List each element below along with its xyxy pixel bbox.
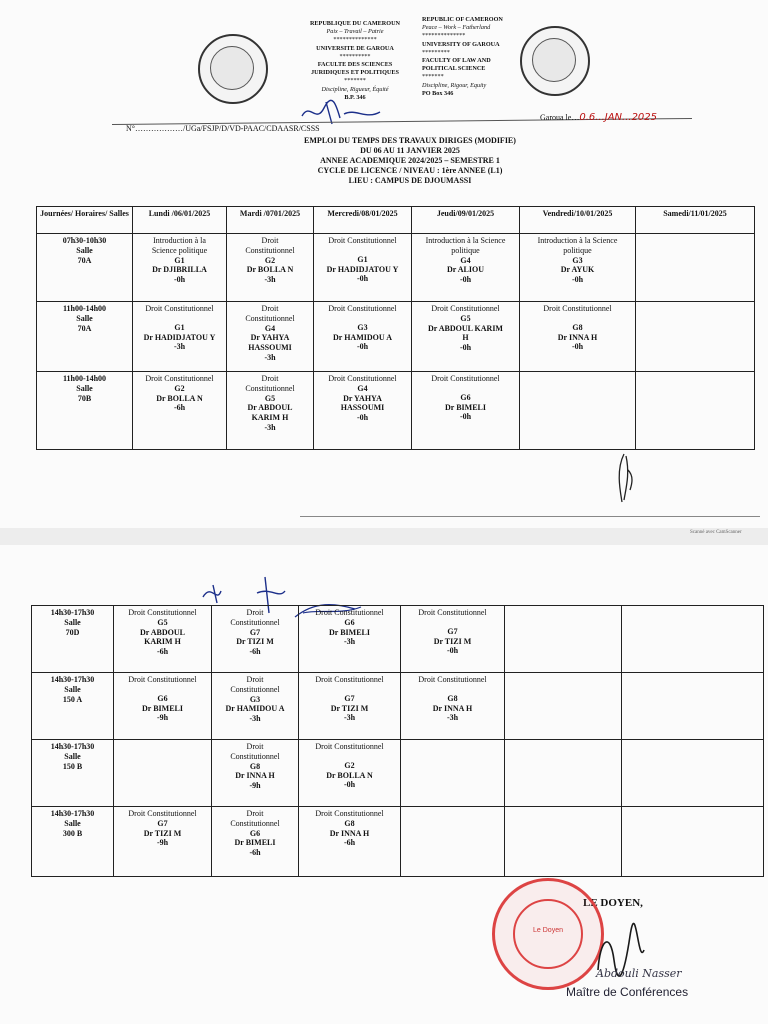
session-cell [314, 372, 412, 450]
cell-detail: -0h [459, 275, 472, 285]
course-name: Droit Constitutionnel [315, 675, 384, 684]
header-french: REPUBLIQUE DU CAMEROUN Paix – Travail – Patrie ************** UNIVERSITE DE GAROUA ********** FACULTE DES SCIENCES JURIDIQUES ET POLITIQUES ******* Discipline, Rigueur, Équité B.P. 346 [309, 20, 401, 101]
slot-line: 07h30-10h30 [62, 236, 107, 245]
cell-detail: G3 [572, 255, 583, 265]
cell-detail: Dr BIMELI [329, 627, 370, 637]
cell-detail: -0h [343, 780, 356, 790]
course-name: Droit [261, 374, 279, 383]
session-cell [212, 740, 299, 807]
cell-detail: G7 [447, 626, 458, 636]
cell-detail: -0h [173, 275, 186, 285]
slot-line: Salle [76, 245, 93, 255]
cell-detail: Dr INNA H [329, 828, 370, 838]
cell-detail: G4 [264, 323, 276, 333]
session-cell [505, 673, 622, 740]
cell-detail: -3h [264, 352, 276, 362]
session-cell [401, 740, 505, 807]
course-name: Droit Constitutionnel [543, 304, 612, 313]
slot-line: Salle [76, 313, 93, 323]
time-slot-cell [32, 807, 114, 877]
university-seal [198, 34, 268, 104]
course-name: politique [563, 245, 592, 255]
cell-detail: -6h [249, 647, 261, 657]
cell-spacer [116, 685, 209, 694]
cell-spacer [403, 685, 502, 694]
dean-title: LE DOYEN, [583, 897, 643, 909]
official-stamp: Le Doyen [492, 878, 604, 990]
cell-detail: Dr INNA H [557, 332, 598, 342]
course-name: Droit Constitutionnel [315, 608, 384, 617]
header-thursday: Jeudi/09/01/2025 [412, 207, 520, 234]
course-name: Droit Constitutionnel [418, 608, 487, 617]
session-cell [299, 807, 401, 877]
cell-detail: -0h [571, 275, 584, 285]
cell-detail: -0h [459, 412, 472, 422]
cell-detail: Dr YAHYA [343, 393, 382, 403]
session-cell [622, 673, 764, 740]
session-cell [412, 302, 520, 372]
session-cell [299, 606, 401, 673]
course-name: Constitutionnel [230, 818, 280, 828]
dean-name: Abdouli Nasser [596, 967, 682, 980]
header-friday: Vendredi/10/01/2025 [520, 207, 636, 234]
slot-line: 70B [77, 393, 92, 403]
cell-detail: Dr BIMELI [142, 703, 183, 713]
course-name: Constitutionnel [245, 313, 295, 323]
title-line: CYCLE DE LICENCE / NIVEAU : 1ère ANNEE (L1) [317, 166, 503, 175]
cell-detail: -3h [343, 637, 356, 647]
cell-detail: Dr TIZI M [143, 828, 182, 838]
course-name: Droit Constitutionnel [315, 809, 384, 818]
timetable-part-1 [36, 206, 755, 450]
session-cell [520, 372, 636, 450]
session-cell [622, 807, 764, 877]
slot-line: Salle [76, 383, 93, 393]
cell-detail: H [462, 333, 469, 343]
session-cell [212, 673, 299, 740]
cell-detail: Dr AYUK [560, 265, 595, 275]
course-name: Droit Constitutionnel [328, 374, 397, 383]
cell-detail: -0h [356, 413, 369, 423]
session-cell [520, 302, 636, 372]
course-name: Introduction à la Science [425, 236, 506, 245]
slot-line: 300 B [62, 828, 83, 838]
cell-detail: Dr INNA H [235, 771, 275, 781]
slot-line: 70D [65, 627, 80, 637]
session-cell [636, 234, 755, 302]
course-name: politique [451, 245, 480, 255]
session-cell [505, 740, 622, 807]
session-cell [401, 807, 505, 877]
session-cell [133, 234, 227, 302]
cell-detail: G1 [357, 254, 368, 264]
cell-detail: G1 [174, 322, 185, 332]
cell-detail: G3 [357, 322, 368, 332]
title-line: LIEU : CAMPUS DE DJOUMASSI [348, 176, 472, 185]
title-line: ANNEE ACADEMIQUE 2024/2025 – SEMESTRE 1 [320, 156, 500, 165]
cell-detail: -3h [264, 422, 276, 432]
cell-detail: Dr ABDOUL KARIM [428, 323, 503, 333]
course-name: Constitutionnel [230, 617, 280, 627]
table-row [37, 302, 755, 372]
course-name: Droit Constitutionnel [145, 304, 214, 313]
session-cell [133, 372, 227, 450]
course-name: Introduction à la [153, 236, 206, 245]
slot-line: Salle [64, 751, 81, 761]
slot-line: 150 B [62, 761, 83, 771]
cell-detail: G2 [174, 383, 185, 393]
document-title [260, 136, 560, 186]
cell-detail: G1 [174, 255, 185, 265]
cell-detail: G5 [157, 617, 168, 627]
cell-detail: -0h [571, 342, 584, 352]
course-name: Constitutionnel [245, 245, 295, 255]
time-slot-cell [32, 606, 114, 673]
cell-spacer [316, 246, 409, 255]
slot-line: Salle [64, 617, 81, 627]
session-cell [622, 606, 764, 673]
scanner-note: Scanné avec CamScanner [690, 530, 742, 535]
timetable-part-2 [31, 605, 764, 877]
cell-detail: Dr TIZI M [236, 637, 274, 647]
session-cell [114, 673, 212, 740]
cell-detail: G3 [249, 694, 261, 704]
cell-detail: Dr BOLLA N [156, 393, 203, 403]
course-name: Constitutionnel [230, 684, 280, 694]
cell-detail: -6h [343, 838, 356, 848]
session-cell [114, 606, 212, 673]
slot-line: 150 A [62, 694, 83, 704]
page-2 [0, 545, 768, 1024]
cell-detail: G4 [460, 255, 471, 265]
table-row [32, 740, 764, 807]
session-cell [227, 302, 314, 372]
cell-detail: KARIM H [144, 637, 181, 647]
session-cell [401, 673, 505, 740]
course-name: Droit Constitutionnel [145, 374, 214, 383]
cell-detail: Dr ABDOUL [247, 403, 293, 413]
course-name: Droit Constitutionnel [328, 304, 397, 313]
cell-detail: Dr BOLLA N [246, 265, 294, 275]
document-date: Garoua le…0.6...JAN...2025 [540, 112, 658, 123]
slot-line: 70A [77, 323, 92, 333]
session-cell [212, 606, 299, 673]
header-wednesday: Mercredi/08/01/2025 [314, 207, 412, 234]
session-cell [299, 740, 401, 807]
cell-detail: -3h [249, 714, 261, 724]
cell-detail: HASSOUMI [248, 343, 292, 353]
course-name: Droit Constitutionnel [128, 809, 197, 818]
cell-detail: Dr ABDOUL [140, 627, 185, 637]
course-name: Constitutionnel [230, 751, 280, 761]
cell-detail: G4 [357, 383, 368, 393]
session-cell [314, 234, 412, 302]
cell-detail: G2 [344, 760, 355, 770]
session-cell [401, 606, 505, 673]
table-row [37, 234, 755, 302]
cell-detail: Dr YAHYA [250, 333, 290, 343]
table-row [32, 807, 764, 877]
margin-signature [612, 450, 642, 504]
session-cell [314, 302, 412, 372]
time-slot-cell [32, 673, 114, 740]
cell-detail: G7 [249, 627, 261, 637]
cell-detail: KARIM H [251, 413, 289, 423]
cell-spacer [301, 752, 398, 761]
cell-detail: G8 [572, 322, 583, 332]
cell-detail: -9h [249, 781, 261, 791]
session-cell [299, 673, 401, 740]
session-cell [114, 807, 212, 877]
cell-detail: Dr TIZI M [433, 636, 472, 646]
session-cell [505, 807, 622, 877]
cell-spacer [316, 314, 409, 323]
time-slot-cell [37, 234, 133, 302]
time-slot-cell [32, 740, 114, 807]
cell-detail: Dr INNA H [432, 703, 473, 713]
cell-detail: -3h [173, 342, 186, 352]
cell-detail: -9h [156, 713, 169, 723]
header-english: REPUBLIC OF CAMEROON Peace – Work – Fatherland ************** UNIVERSITY OF GAROUA ********* FACULTY OF LAW AND POLITICAL SCIENCE ******* Discipline, Rigour, Equity PO Box 346 [422, 16, 503, 97]
cell-detail: -6h [249, 848, 261, 858]
session-cell [505, 606, 622, 673]
time-slot-cell [37, 372, 133, 450]
page-edge [300, 516, 760, 517]
slot-line: 11h00-14h00 [62, 374, 107, 383]
cell-detail: -0h [446, 646, 459, 656]
cell-detail: Dr BIMELI [234, 838, 276, 848]
cell-detail: -3h [446, 713, 459, 723]
cell-spacer [403, 618, 502, 627]
cell-spacer [135, 314, 224, 323]
table-row [32, 606, 764, 673]
course-name: Droit [261, 304, 279, 313]
cell-detail: -3h [343, 713, 356, 723]
table-row [37, 372, 755, 450]
cell-spacer [301, 685, 398, 694]
cell-detail: Dr ALIOU [447, 265, 484, 275]
cell-detail: Dr HAMIDOU A [225, 704, 285, 714]
session-cell [227, 234, 314, 302]
cell-detail: -6h [173, 403, 186, 413]
slot-line: Salle [64, 684, 81, 694]
slot-line: Salle [64, 818, 81, 828]
course-name: Introduction à la Science [537, 236, 618, 245]
header-monday: Lundi /06/01/2025 [133, 207, 227, 234]
cell-detail: Dr HADIDJATOU Y [143, 332, 216, 342]
session-cell [114, 740, 212, 807]
course-name: Science politique [151, 245, 208, 255]
cell-detail: G6 [249, 828, 261, 838]
slot-line: 14h30-17h30 [50, 809, 95, 818]
cell-spacer [522, 314, 633, 323]
reference-number: N°………………/UGa/FSJP/D/VD-PAAC/CDAASR/CSSS [126, 124, 320, 133]
slot-line: 70A [77, 255, 92, 265]
course-name: Droit Constitutionnel [315, 742, 384, 751]
cell-spacer [414, 384, 517, 393]
cell-detail: HASSOUMI [340, 403, 385, 413]
cell-detail: G7 [344, 693, 355, 703]
cell-detail: -0h [356, 274, 369, 284]
cell-detail: Dr BOLLA N [326, 770, 373, 780]
cell-detail: -9h [156, 838, 169, 848]
cell-detail: G6 [460, 392, 471, 402]
header-saturday: Samedi/11/01/2025 [636, 207, 755, 234]
cell-detail: G6 [157, 693, 168, 703]
session-cell [520, 234, 636, 302]
session-cell [227, 372, 314, 450]
cell-detail: -0h [459, 343, 472, 353]
session-cell [636, 302, 755, 372]
cell-detail: -3h [264, 275, 276, 285]
header-day-slot: Journées/ Horaires/ Salles [37, 207, 133, 234]
slot-line: 14h30-17h30 [50, 742, 95, 751]
session-cell [622, 740, 764, 807]
session-cell [412, 234, 520, 302]
course-name: Droit [246, 809, 264, 818]
slot-line: 14h30-17h30 [50, 608, 95, 617]
cell-detail: -0h [356, 342, 369, 352]
slot-line: 11h00-14h00 [62, 304, 107, 313]
cell-detail: G5 [264, 393, 276, 403]
course-name: Droit Constitutionnel [418, 675, 487, 684]
cell-detail: -6h [156, 647, 169, 657]
cell-detail: Dr HAMIDOU A [333, 332, 392, 342]
cell-detail: G8 [344, 818, 355, 828]
course-name: Droit [246, 742, 264, 751]
header-tuesday: Mardi /0701/2025 [227, 207, 314, 234]
time-slot-cell [37, 302, 133, 372]
cell-detail: G5 [460, 313, 471, 323]
session-cell [212, 807, 299, 877]
course-name: Droit Constitutionnel [128, 675, 197, 684]
course-name: Constitutionnel [245, 383, 295, 393]
cell-detail: Dr BIMELI [445, 402, 486, 412]
session-cell [636, 372, 755, 450]
course-name: Droit Constitutionnel [431, 374, 500, 383]
cell-detail: G7 [157, 818, 168, 828]
course-name: Droit Constitutionnel [128, 608, 197, 617]
table-row [32, 673, 764, 740]
cell-detail: G2 [264, 255, 276, 265]
course-name: Droit Constitutionnel [328, 236, 397, 245]
session-cell [412, 372, 520, 450]
course-name: Droit [261, 236, 279, 245]
cell-detail: Dr DJIBRILLA [152, 265, 207, 275]
slot-line: 14h30-17h30 [50, 675, 95, 684]
dean-rank: Maître de Conférences [566, 985, 689, 999]
course-name: Droit Constitutionnel [431, 304, 500, 313]
cell-detail: Dr TIZI M [330, 703, 369, 713]
cell-detail: G8 [447, 693, 458, 703]
cell-detail: G6 [344, 617, 355, 627]
cell-detail: Dr HADIDJATOU Y [326, 264, 399, 274]
session-cell [133, 302, 227, 372]
title-line: EMPLOI DU TEMPS DES TRAVAUX DIRIGES (MODIFIE) [304, 136, 516, 145]
title-line: DU 06 AU 11 JANVIER 2025 [360, 146, 460, 155]
cell-detail: G8 [249, 761, 261, 771]
course-name: Droit [246, 608, 264, 617]
course-name: Droit [246, 675, 264, 684]
